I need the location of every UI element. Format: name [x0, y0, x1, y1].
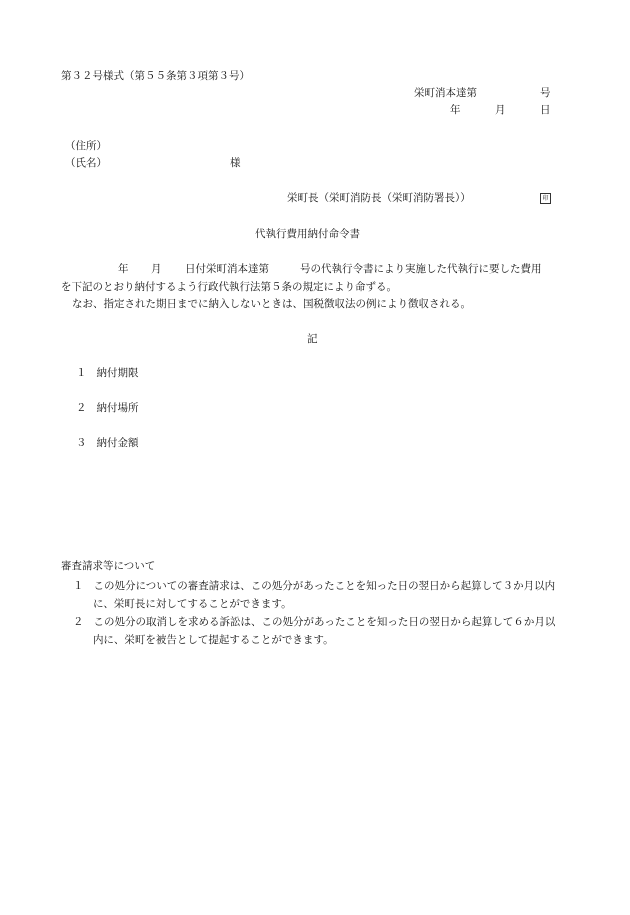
body-year: 年: [118, 263, 129, 275]
item-label: 納付金額: [96, 437, 139, 449]
item-number: ２: [76, 402, 87, 414]
form-number: 第３２号様式（第５５条第３項第３号）: [61, 70, 250, 82]
item-1: [76, 367, 139, 380]
appeal-heading: 審査請求等について: [61, 560, 156, 572]
appeal-item-text: この処分についての審査請求は、この処分があったことを知った日の翌日から起算して３か月以内に、栄町長に対してすることができます。: [92, 580, 556, 610]
item-label: 納付場所: [96, 402, 139, 414]
appeal-item-2: [73, 613, 565, 649]
appeal-item-text: この処分の取消しを求める訴訟は、この処分があったことを知った日の翌日から起算して６か月以内に、栄町を被告として提起することができます。: [92, 616, 556, 646]
date-day: 日: [540, 104, 551, 116]
body-line3: なお、指定された期日までに納入しないときは、国税徴収法の例により徴収される。: [72, 298, 471, 310]
appeal-item-number: ２: [73, 616, 84, 628]
body-line1-part1: 日付栄町消本達第: [185, 263, 269, 275]
seal-mark: [540, 192, 551, 205]
document-title: 代執行費用納付命令書: [255, 228, 360, 240]
appeal-item-1: [73, 577, 565, 613]
issuer-title: 栄町長（栄町消防長（栄町消防署長））: [287, 192, 471, 204]
body-line1-part2: 号の代執行令書により実施した代執行に要した費用: [300, 263, 542, 275]
document-number-suffix: 号: [540, 87, 551, 99]
ki-heading: 記: [307, 333, 318, 345]
item-number: ３: [76, 437, 87, 449]
item-label: 納付期限: [96, 367, 139, 379]
seal-icon: 印: [540, 193, 551, 204]
item-3: [76, 437, 139, 450]
body-line2: を下記のとおり納付するよう行政代執行法第５条の規定により命ずる。: [61, 281, 397, 293]
recipient-honorific: 様: [230, 157, 241, 169]
date-year: 年: [450, 104, 461, 116]
appeal-item-number: １: [73, 580, 84, 592]
document-number-prefix: 栄町消本達第: [414, 87, 477, 99]
date-month: 月: [495, 104, 506, 116]
recipient-name-label: （氏名）: [65, 157, 107, 169]
item-2: [76, 402, 139, 415]
item-number: １: [76, 367, 87, 379]
body-month: 月: [151, 263, 162, 275]
recipient-address-label: （住所）: [65, 140, 107, 152]
